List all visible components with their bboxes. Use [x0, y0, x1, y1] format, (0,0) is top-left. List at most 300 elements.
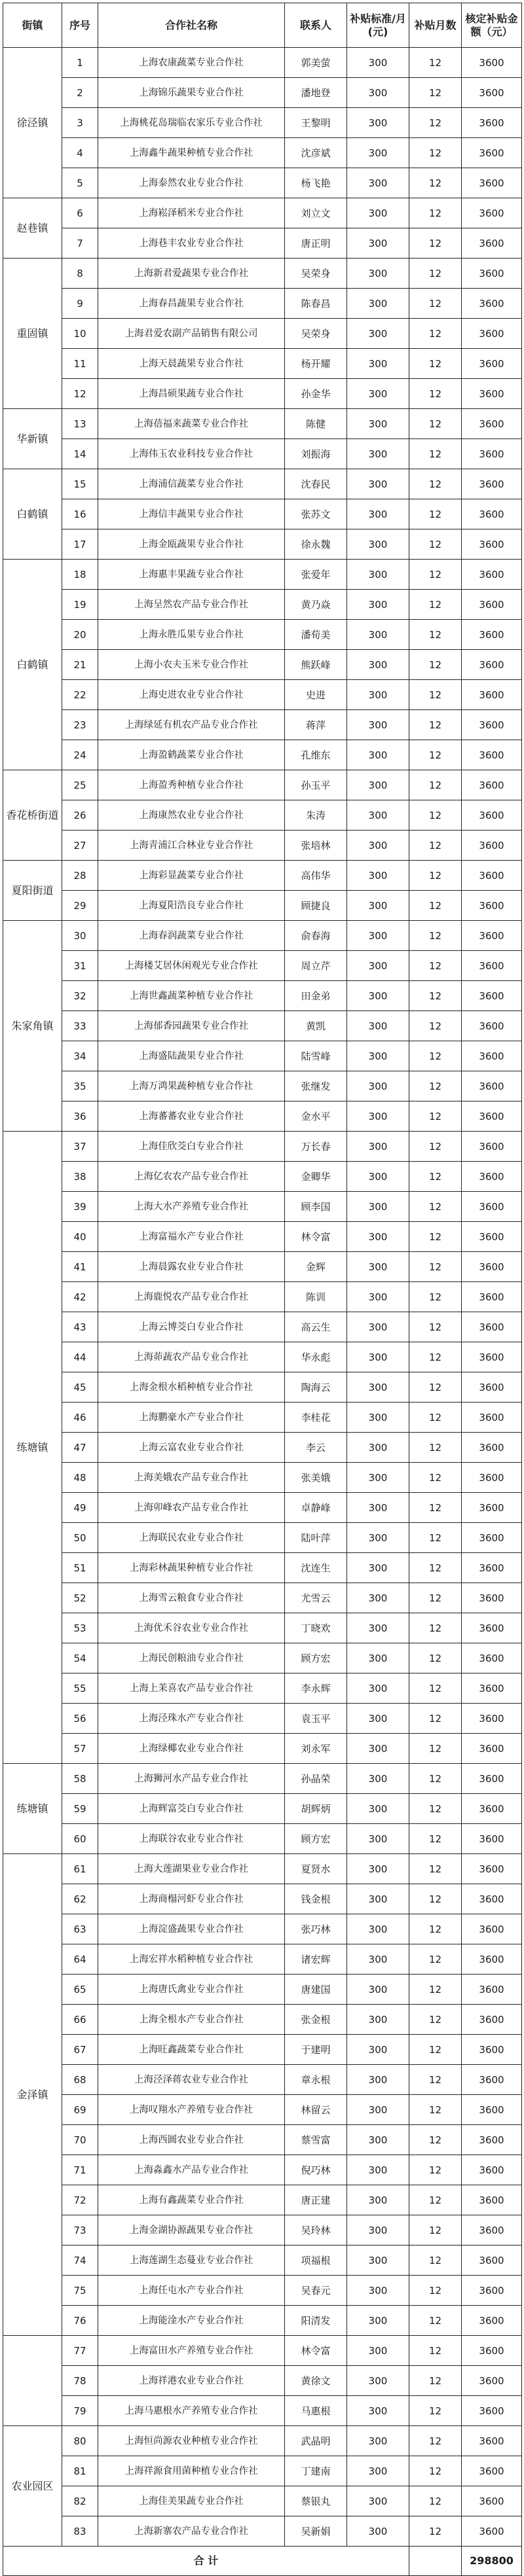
rate-cell: 300 [347, 1583, 409, 1613]
amount-cell: 3600 [462, 48, 522, 78]
amount-cell: 3600 [462, 439, 522, 469]
table-row [3, 650, 522, 680]
table-row [3, 2035, 522, 2065]
amount-cell: 3600 [462, 349, 522, 379]
table-row [3, 740, 522, 770]
months-cell: 12 [409, 78, 462, 108]
months-cell: 12 [409, 439, 462, 469]
rate-cell: 300 [347, 921, 409, 951]
contact-cell: 潘荀美 [285, 620, 347, 650]
rate-cell: 300 [347, 1433, 409, 1463]
table-row [3, 1071, 522, 1101]
contact-cell: 陶海云 [285, 1372, 347, 1403]
contact-cell: 金水平 [285, 1101, 347, 1132]
months-cell: 12 [409, 2276, 462, 2306]
contact-cell: 孙晶荣 [285, 1764, 347, 1794]
rate-cell: 300 [347, 1222, 409, 1252]
amount-cell: 3600 [462, 2486, 522, 2516]
index-cell: 1 [62, 48, 98, 78]
amount-cell: 3600 [462, 469, 522, 499]
rate-cell: 300 [347, 1011, 409, 1041]
index-cell: 53 [62, 1613, 98, 1643]
contact-cell: 张金根 [285, 2005, 347, 2035]
amount-cell: 3600 [462, 1101, 522, 1132]
coop-name-cell: 上海旺鑫蔬菜专业合作社 [98, 2035, 285, 2065]
index-cell: 16 [62, 499, 98, 529]
coop-name-cell: 上海富田水产养殖专业合作社 [98, 2336, 285, 2366]
coop-name-cell: 上海盈鹤蔬菜专业合作社 [98, 740, 285, 770]
street-cell: 朱家角镇 [3, 921, 62, 1132]
months-cell: 12 [409, 981, 462, 1011]
contact-cell: 项福根 [285, 2245, 347, 2276]
coop-name-cell: 上海伟玉农业科技专业合作社 [98, 439, 285, 469]
months-cell: 12 [409, 1643, 462, 1673]
amount-cell: 3600 [462, 1854, 522, 1884]
amount-cell: 3600 [462, 831, 522, 861]
coop-name-cell: 上海农康蔬菜专业合作社 [98, 48, 285, 78]
rate-cell: 300 [347, 1282, 409, 1312]
amount-cell: 3600 [462, 2065, 522, 2095]
contact-cell: 王黎明 [285, 108, 347, 138]
header-amount: 核定补贴金额（元） [462, 3, 522, 48]
coop-name-cell: 上海优禾谷农业专业合作社 [98, 1613, 285, 1643]
contact-cell: 孙金华 [285, 379, 347, 409]
coop-name-cell: 上海商榻河虾专业合作社 [98, 1884, 285, 1914]
amount-cell: 3600 [462, 951, 522, 981]
amount-cell: 3600 [462, 1252, 522, 1282]
rate-cell: 300 [347, 469, 409, 499]
table-row [3, 1222, 522, 1252]
contact-cell: 黄徐文 [285, 2366, 347, 2396]
coop-name-cell: 上海蓓福来蔬菜专业合作社 [98, 409, 285, 439]
coop-name-cell: 上海唐氏禽业专业合作社 [98, 1975, 285, 2005]
index-cell: 34 [62, 1041, 98, 1071]
table-row [3, 2456, 522, 2486]
index-cell: 43 [62, 1312, 98, 1342]
rate-cell: 300 [347, 1613, 409, 1643]
rate-cell: 300 [347, 1523, 409, 1553]
amount-cell: 3600 [462, 1463, 522, 1493]
amount-cell: 3600 [462, 650, 522, 680]
months-cell: 12 [409, 1914, 462, 1944]
rate-cell: 300 [347, 2035, 409, 2065]
coop-name-cell: 上海能淦水产专业合作社 [98, 2306, 285, 2336]
amount-cell: 3600 [462, 981, 522, 1011]
months-cell: 12 [409, 2516, 462, 2547]
amount-cell: 3600 [462, 409, 522, 439]
table-row [3, 2245, 522, 2276]
table-row [3, 1011, 522, 1041]
index-cell: 72 [62, 2185, 98, 2215]
coop-name-cell: 上海天晨蔬果专业合作社 [98, 349, 285, 379]
months-cell: 12 [409, 861, 462, 891]
amount-cell: 3600 [462, 1342, 522, 1372]
index-cell: 68 [62, 2065, 98, 2095]
rate-cell: 300 [347, 1854, 409, 1884]
index-cell: 11 [62, 349, 98, 379]
index-cell: 18 [62, 560, 98, 590]
amount-cell: 3600 [462, 1884, 522, 1914]
amount-cell: 3600 [462, 891, 522, 921]
table-row [3, 2155, 522, 2185]
contact-cell: 李桂花 [285, 1403, 347, 1433]
months-cell: 12 [409, 1764, 462, 1794]
contact-cell: 郭美萤 [285, 48, 347, 78]
amount-cell: 3600 [462, 2516, 522, 2547]
rate-cell: 300 [347, 48, 409, 78]
contact-cell: 杨开耀 [285, 349, 347, 379]
amount-cell: 3600 [462, 319, 522, 349]
rate-cell: 300 [347, 228, 409, 259]
index-cell: 25 [62, 770, 98, 800]
street-cell: 白鹤镇 [3, 560, 62, 770]
coop-name-cell: 上海云富农业专业合作社 [98, 1433, 285, 1463]
rate-cell: 300 [347, 2306, 409, 2336]
table-row [3, 680, 522, 710]
index-cell: 44 [62, 1342, 98, 1372]
index-cell: 2 [62, 78, 98, 108]
months-cell: 12 [409, 590, 462, 620]
months-cell: 12 [409, 650, 462, 680]
amount-cell: 3600 [462, 590, 522, 620]
rate-cell: 300 [347, 1342, 409, 1372]
rate-cell: 300 [347, 2215, 409, 2245]
months-cell: 12 [409, 108, 462, 138]
months-cell: 12 [409, 2486, 462, 2516]
contact-cell: 张爱年 [285, 560, 347, 590]
table-row [3, 228, 522, 259]
amount-cell: 3600 [462, 2125, 522, 2155]
table-row [3, 951, 522, 981]
amount-cell: 3600 [462, 1764, 522, 1794]
contact-cell: 陈健 [285, 409, 347, 439]
contact-cell: 夏贤水 [285, 1854, 347, 1884]
months-cell: 12 [409, 1583, 462, 1613]
coop-name-cell: 上海卯峰农产品专业合作社 [98, 1493, 285, 1523]
table-row [3, 921, 522, 951]
amount-cell: 3600 [462, 1011, 522, 1041]
table-row [3, 48, 522, 78]
amount-cell: 3600 [462, 78, 522, 108]
months-cell: 12 [409, 2095, 462, 2125]
table-row [3, 1613, 522, 1643]
rate-cell: 300 [347, 499, 409, 529]
contact-cell: 顾捷良 [285, 891, 347, 921]
contact-cell: 张巧林 [285, 1914, 347, 1944]
contact-cell: 唐正明 [285, 228, 347, 259]
coop-name-cell: 上海晨露农业专业合作社 [98, 1252, 285, 1282]
amount-cell: 3600 [462, 1523, 522, 1553]
months-cell: 12 [409, 1944, 462, 1975]
months-cell: 12 [409, 1854, 462, 1884]
contact-cell: 周立芹 [285, 951, 347, 981]
index-cell: 76 [62, 2306, 98, 2336]
coop-name-cell: 上海茆蔬农产品专业合作社 [98, 1342, 285, 1372]
months-cell: 12 [409, 1101, 462, 1132]
rate-cell: 300 [347, 1071, 409, 1101]
contact-cell: 倪巧林 [285, 2155, 347, 2185]
contact-cell: 吴荣身 [285, 319, 347, 349]
index-cell: 7 [62, 228, 98, 259]
index-cell: 17 [62, 529, 98, 560]
amount-cell: 3600 [462, 1312, 522, 1342]
index-cell: 83 [62, 2516, 98, 2547]
amount-cell: 3600 [462, 1132, 522, 1162]
months-cell: 12 [409, 2155, 462, 2185]
contact-cell: 顾李国 [285, 1192, 347, 1222]
header-index: 序号 [62, 3, 98, 48]
contact-cell: 尤雪云 [285, 1583, 347, 1613]
amount-cell: 3600 [462, 2035, 522, 2065]
amount-cell: 3600 [462, 1041, 522, 1071]
table-body [3, 48, 522, 2547]
table-row [3, 138, 522, 168]
months-cell: 12 [409, 529, 462, 560]
amount-cell: 3600 [462, 1222, 522, 1252]
coop-name-cell: 上海恒尚源农业种植专业合作社 [98, 2426, 285, 2456]
index-cell: 57 [62, 1734, 98, 1764]
months-cell: 12 [409, 469, 462, 499]
rate-cell: 300 [347, 1162, 409, 1192]
coop-name-cell: 上海祥源食用菌种植专业合作社 [98, 2456, 285, 2486]
contact-cell: 林令富 [285, 1222, 347, 1252]
contact-cell: 潘地登 [285, 78, 347, 108]
months-cell: 12 [409, 168, 462, 198]
amount-cell: 3600 [462, 2426, 522, 2456]
months-cell: 12 [409, 1884, 462, 1914]
total-row [3, 2547, 522, 2576]
index-cell: 21 [62, 650, 98, 680]
index-cell: 81 [62, 2456, 98, 2486]
coop-name-cell: 上海青浦江合林业专业合作社 [98, 831, 285, 861]
contact-cell: 金卿华 [285, 1162, 347, 1192]
table-row [3, 2336, 522, 2366]
contact-cell: 高云生 [285, 1312, 347, 1342]
contact-cell: 陆叶萍 [285, 1523, 347, 1553]
index-cell: 33 [62, 1011, 98, 1041]
coop-name-cell: 上海信丰蔬果专业合作社 [98, 499, 285, 529]
index-cell: 8 [62, 259, 98, 289]
contact-cell: 胡辉炳 [285, 1794, 347, 1824]
index-cell: 36 [62, 1101, 98, 1132]
rate-cell: 300 [347, 951, 409, 981]
rate-cell: 300 [347, 1252, 409, 1282]
coop-name-cell: 上海春昌蔬果专业合作社 [98, 289, 285, 319]
coop-name-cell: 上海盈秀种植专业合作社 [98, 770, 285, 800]
coop-name-cell: 上海金湖协源蔬果专业合作社 [98, 2215, 285, 2245]
index-cell: 35 [62, 1071, 98, 1101]
months-cell: 12 [409, 1011, 462, 1041]
index-cell: 70 [62, 2125, 98, 2155]
coop-name-cell: 上海呈然农产品专业合作社 [98, 590, 285, 620]
contact-cell: 钱金根 [285, 1884, 347, 1914]
coop-name-cell: 上海君爱农副产品销售有限公司 [98, 319, 285, 349]
coop-name-cell: 上海绿椰农业专业合作社 [98, 1734, 285, 1764]
months-cell: 12 [409, 2426, 462, 2456]
amount-cell: 3600 [462, 680, 522, 710]
coop-name-cell: 上海宏祥水稻种植专业合作社 [98, 1944, 285, 1975]
index-cell: 24 [62, 740, 98, 770]
amount-cell: 3600 [462, 710, 522, 740]
contact-cell: 史进 [285, 680, 347, 710]
header-rate: 补贴标准/月(元) [347, 3, 409, 48]
table-row [3, 1101, 522, 1132]
rate-cell: 300 [347, 2426, 409, 2456]
table-row [3, 1764, 522, 1794]
table-row [3, 1252, 522, 1282]
contact-cell: 卓静峰 [285, 1493, 347, 1523]
amount-cell: 3600 [462, 1553, 522, 1583]
amount-cell: 3600 [462, 2095, 522, 2125]
rate-cell: 300 [347, 981, 409, 1011]
contact-cell: 刘振海 [285, 439, 347, 469]
index-cell: 50 [62, 1523, 98, 1553]
amount-cell: 3600 [462, 1403, 522, 1433]
contact-cell: 蔡雪富 [285, 2125, 347, 2155]
coop-name-cell: 上海泾泽蒋农业专业合作社 [98, 2065, 285, 2095]
rate-cell: 300 [347, 770, 409, 800]
coop-name-cell: 上海民创粮油专业合作社 [98, 1643, 285, 1673]
rate-cell: 300 [347, 1884, 409, 1914]
coop-name-cell: 上海史进农业专业合作社 [98, 680, 285, 710]
coop-name-cell: 上海小农夫玉米专业合作社 [98, 650, 285, 680]
months-cell: 12 [409, 770, 462, 800]
table-row [3, 1643, 522, 1673]
rate-cell: 300 [347, 2396, 409, 2426]
amount-cell: 3600 [462, 1944, 522, 1975]
rate-cell: 300 [347, 590, 409, 620]
table-row [3, 2065, 522, 2095]
contact-cell: 张培林 [285, 831, 347, 861]
amount-cell: 3600 [462, 2245, 522, 2276]
coop-name-cell: 上海佳美果蔬专业合作社 [98, 2486, 285, 2516]
index-cell: 48 [62, 1463, 98, 1493]
index-cell: 60 [62, 1824, 98, 1854]
index-cell: 56 [62, 1704, 98, 1734]
coop-name-cell: 上海叹翔水产养殖专业合作社 [98, 2095, 285, 2125]
index-cell: 3 [62, 108, 98, 138]
contact-cell: 武晶明 [285, 2426, 347, 2456]
coop-name-cell: 上海泰然农业专业合作社 [98, 168, 285, 198]
contact-cell: 徐永魏 [285, 529, 347, 560]
contact-cell: 高伟华 [285, 861, 347, 891]
index-cell: 13 [62, 409, 98, 439]
rate-cell: 300 [347, 108, 409, 138]
street-cell: 重固镇 [3, 259, 62, 409]
contact-cell: 林留云 [285, 2095, 347, 2125]
contact-cell: 万长春 [285, 1132, 347, 1162]
contact-cell: 华永彪 [285, 1342, 347, 1372]
months-cell: 12 [409, 138, 462, 168]
coop-name-cell: 上海鹏豪水产专业合作社 [98, 1403, 285, 1433]
contact-cell: 孙玉平 [285, 770, 347, 800]
coop-name-cell: 上海浦信蔬菜专业合作社 [98, 469, 285, 499]
months-cell: 12 [409, 409, 462, 439]
index-cell: 69 [62, 2095, 98, 2125]
index-cell: 49 [62, 1493, 98, 1523]
table-row [3, 1342, 522, 1372]
index-cell: 39 [62, 1192, 98, 1222]
months-cell: 12 [409, 499, 462, 529]
months-cell: 12 [409, 710, 462, 740]
street-cell: 练塘镇 [3, 1132, 62, 1764]
table-row [3, 1553, 522, 1583]
rate-cell: 300 [347, 409, 409, 439]
table-row [3, 379, 522, 409]
months-cell: 12 [409, 1673, 462, 1704]
table-row [3, 1824, 522, 1854]
months-cell: 12 [409, 2035, 462, 2065]
amount-cell: 3600 [462, 1824, 522, 1854]
table-row [3, 1493, 522, 1523]
contact-cell: 田金弟 [285, 981, 347, 1011]
index-cell: 45 [62, 1372, 98, 1403]
table-row [3, 78, 522, 108]
index-cell: 80 [62, 2426, 98, 2456]
index-cell: 9 [62, 289, 98, 319]
rate-cell: 300 [347, 2336, 409, 2366]
table-row [3, 2005, 522, 2035]
index-cell: 19 [62, 590, 98, 620]
contact-cell: 孔维东 [285, 740, 347, 770]
contact-cell: 黄凯 [285, 1011, 347, 1041]
coop-name-cell: 上海云博茭白专业合作社 [98, 1312, 285, 1342]
coop-name-cell: 上海西圆农业专业合作社 [98, 2125, 285, 2155]
amount-cell: 3600 [462, 168, 522, 198]
index-cell: 82 [62, 2486, 98, 2516]
rate-cell: 300 [347, 861, 409, 891]
header-contact: 联系人 [285, 3, 347, 48]
months-cell: 12 [409, 1041, 462, 1071]
street-cell: 赵巷镇 [3, 198, 62, 259]
table-row [3, 1463, 522, 1493]
months-cell: 12 [409, 680, 462, 710]
street-cell [3, 2336, 62, 2426]
coop-name-cell: 上海康然农业专业合作社 [98, 800, 285, 831]
months-cell: 12 [409, 1704, 462, 1734]
table-header-row [3, 3, 522, 48]
table-row [3, 259, 522, 289]
rate-cell: 300 [347, 1312, 409, 1342]
table-row [3, 2185, 522, 2215]
coop-name-cell: 上海郁香园蔬果专业合作社 [98, 1011, 285, 1041]
coop-name-cell: 上海辉富茭白专业合作社 [98, 1794, 285, 1824]
index-cell: 26 [62, 800, 98, 831]
contact-cell: 诸宏辉 [285, 1944, 347, 1975]
rate-cell: 300 [347, 349, 409, 379]
coop-name-cell: 上海祥港农业专业合作社 [98, 2366, 285, 2396]
table-row [3, 1041, 522, 1071]
coop-name-cell: 上海惠丰果蔬专业合作社 [98, 560, 285, 590]
total-label: 合 计 [3, 2547, 409, 2576]
index-cell: 62 [62, 1884, 98, 1914]
rate-cell: 300 [347, 1704, 409, 1734]
rate-cell: 300 [347, 1824, 409, 1854]
rate-cell: 300 [347, 1372, 409, 1403]
header-coop-name: 合作社名称 [98, 3, 285, 48]
coop-name-cell: 上海全根水产专业合作社 [98, 2005, 285, 2035]
index-cell: 55 [62, 1673, 98, 1704]
amount-cell: 3600 [462, 2276, 522, 2306]
table-row [3, 560, 522, 590]
months-cell: 12 [409, 1523, 462, 1553]
index-cell: 66 [62, 2005, 98, 2035]
months-cell: 12 [409, 48, 462, 78]
contact-cell: 朱涛 [285, 800, 347, 831]
amount-cell: 3600 [462, 1734, 522, 1764]
coop-name-cell: 上海泾珠水产专业合作社 [98, 1704, 285, 1734]
months-cell: 12 [409, 1553, 462, 1583]
